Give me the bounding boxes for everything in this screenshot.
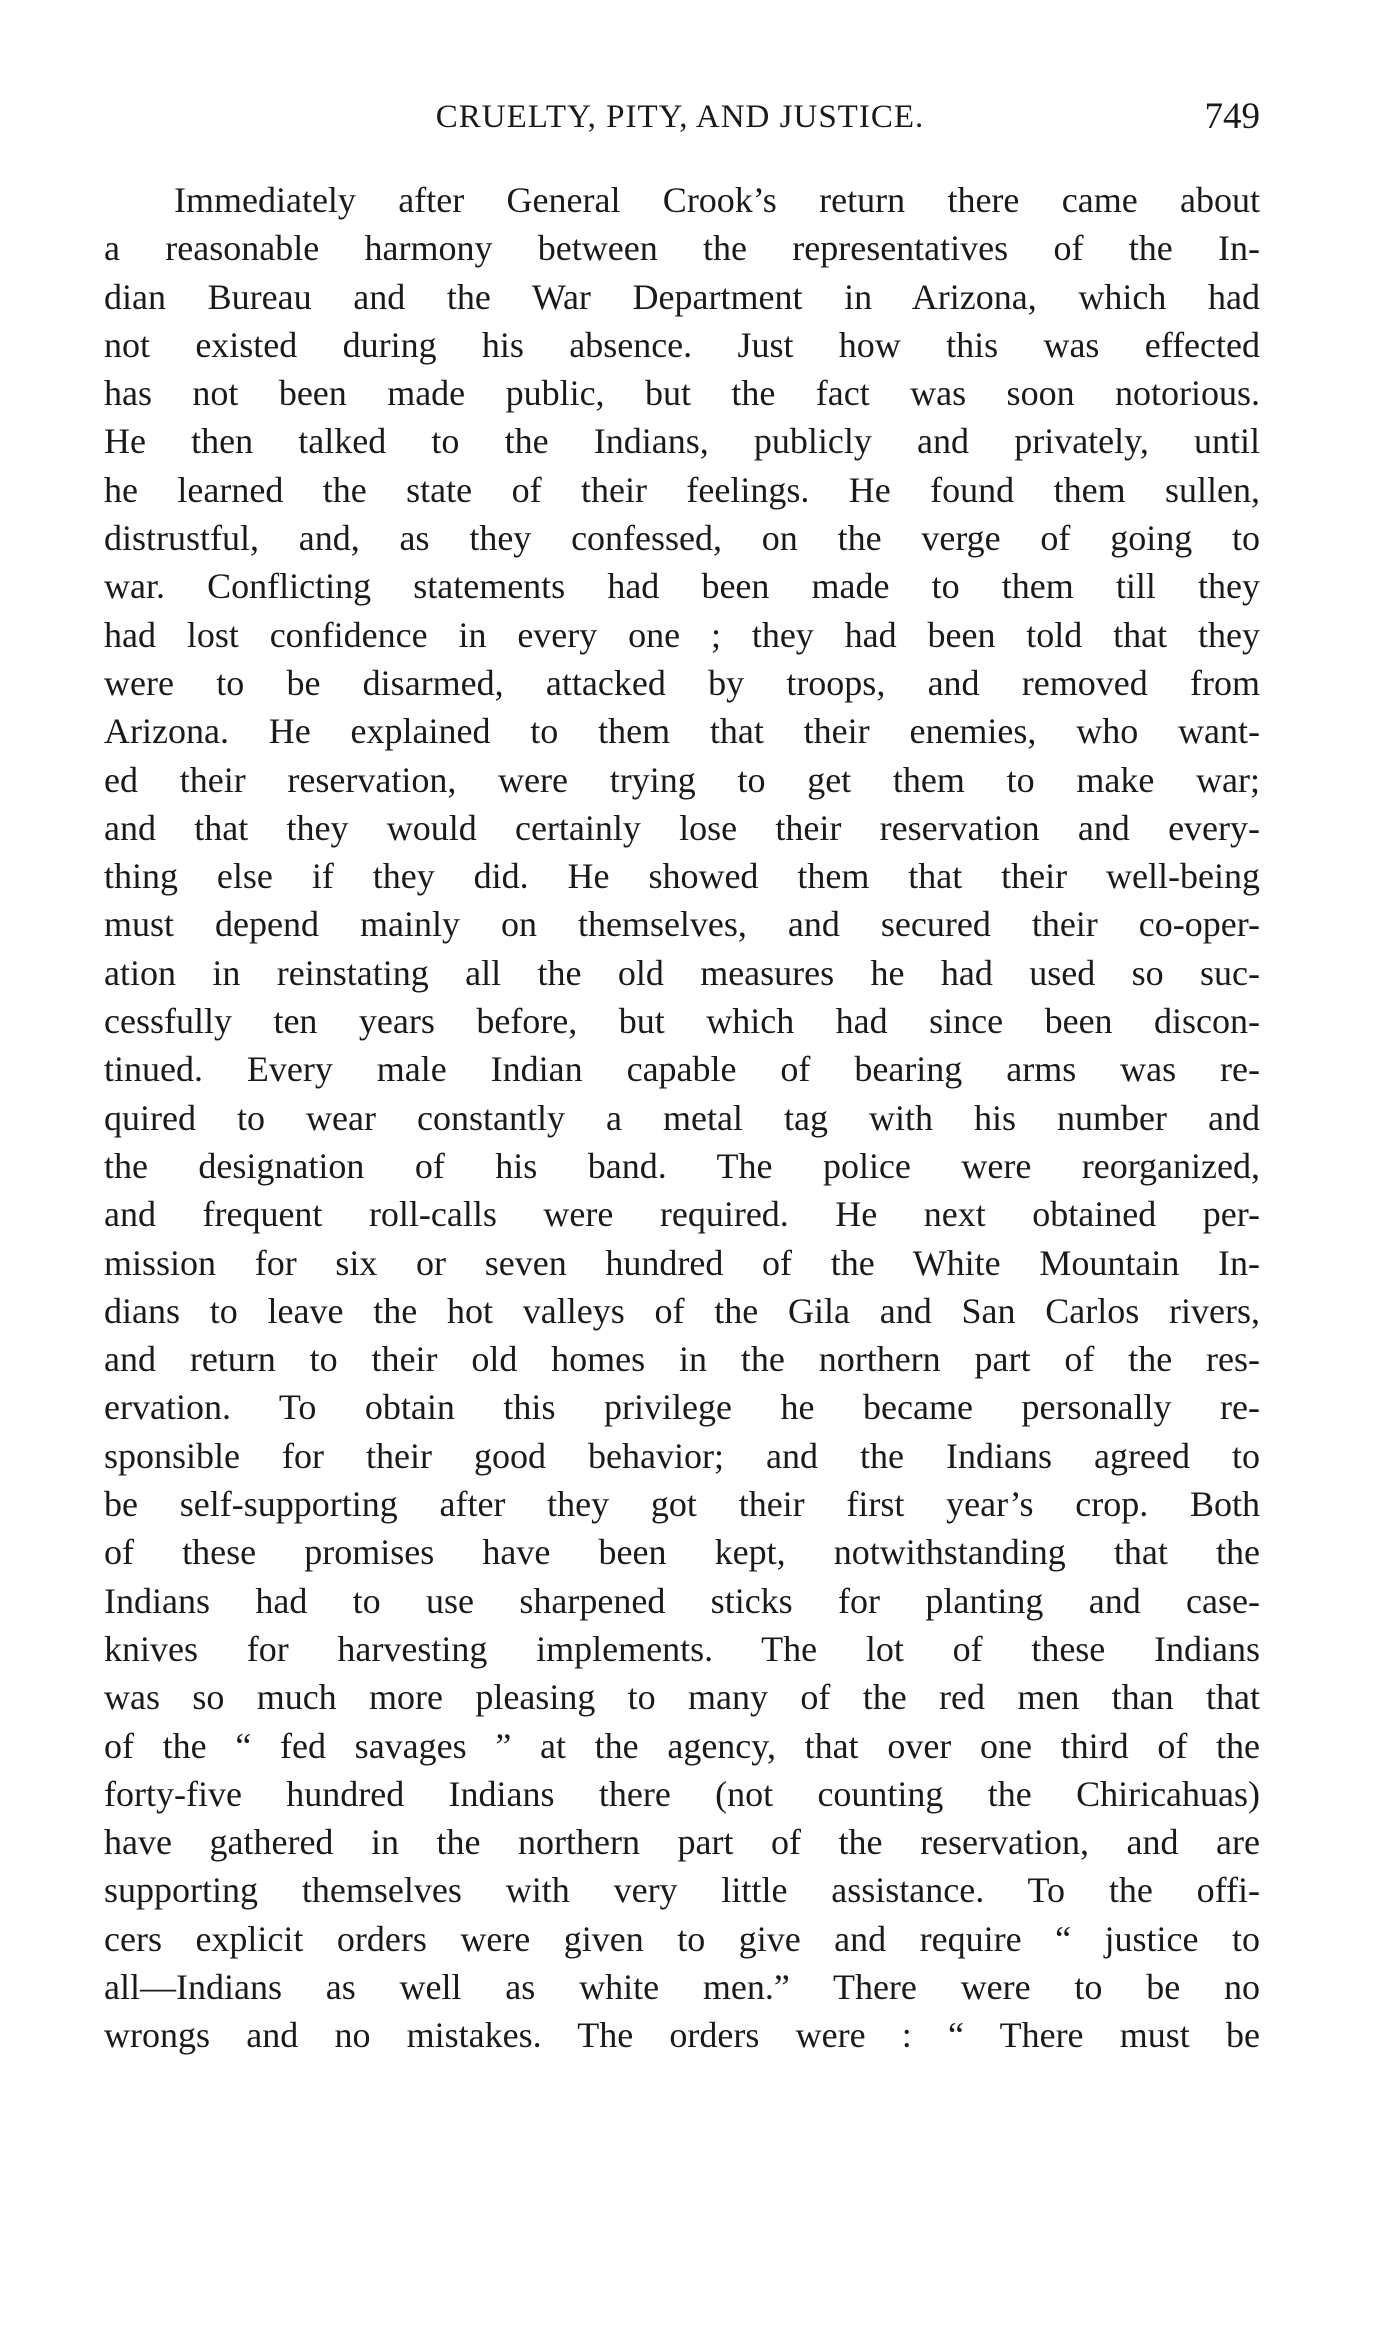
text-line: be self-supporting after they got their first year’s crop. Both — [104, 1484, 1260, 1525]
text-line: have gathered in the northern part of the reservation, and are — [104, 1822, 1260, 1863]
text-line: was so much more pleasing to many of the red men than that — [104, 1677, 1260, 1718]
text-line: forty-five hundred Indians there (not counting the Chiricahuas) — [104, 1773, 1260, 1814]
text-line: and that they would certainly lose their reservation and every- — [104, 807, 1260, 848]
text-line: a reasonable harmony between the representatives of the In- — [104, 228, 1260, 269]
text-line: of the “ fed savages ” at the agency, that over one third of the — [104, 1725, 1260, 1766]
text-line: cers explicit orders were given to give and require “ justice to — [104, 1918, 1260, 1959]
text-line: thing else if they did. He showed them that their well-being — [104, 856, 1260, 897]
text-line: were to be disarmed, attacked by troops, and removed from — [104, 662, 1260, 703]
text-line: ation in reinstating all the old measures he had used so suc- — [104, 952, 1260, 993]
text-line: distrustful, and, as they confessed, on the verge of going to — [104, 518, 1260, 559]
text-line: quired to wear constantly a metal tag with his number and — [104, 1097, 1260, 1138]
text-line: has not been made public, but the fact was soon notorious. — [104, 373, 1260, 414]
text-line: not existed during his absence. Just how this was effected — [104, 324, 1260, 365]
text-line: tinued. Every male Indian capable of bearing arms was re- — [104, 1049, 1260, 1090]
text-line: ed their reservation, were trying to get them to make war; — [104, 759, 1260, 800]
text-line: dian Bureau and the War Department in Arizona, which had — [104, 276, 1260, 317]
text-line: dians to leave the hot valleys of the Gila and San Carlos rivers, — [104, 1290, 1260, 1331]
text-line: wrongs and no mistakes. The orders were : “ There must be — [104, 2015, 1260, 2056]
text-line: ervation. To obtain this privilege he became personally re- — [104, 1387, 1260, 1428]
text-line: all—Indians as well as white men.” There were to be no — [104, 1966, 1260, 2007]
text-line: he learned the state of their feelings. He found them sullen, — [104, 469, 1260, 510]
text-line: and frequent roll-calls were required. He next obtained per- — [104, 1194, 1260, 1235]
text-line: Immediately after General Crook’s return there came about — [174, 180, 1260, 220]
running-title: CRUELTY, PITY, AND JUSTICE. — [435, 99, 925, 135]
text-line: and return to their old homes in the northern part of the res- — [104, 1339, 1260, 1380]
text-line: of these promises have been kept, notwithstanding that the — [104, 1532, 1260, 1573]
text-line: knives for harvesting implements. The lot of these Indians — [104, 1628, 1260, 1669]
page-number: 749 — [1204, 96, 1260, 137]
text-line: He then talked to the Indians, publicly and privately, until — [104, 421, 1260, 462]
text-line: Indians had to use sharpened sticks for planting and case- — [104, 1580, 1260, 1621]
running-head — [100, 92, 1260, 152]
text-line: supporting themselves with very little assistance. To the offi- — [104, 1870, 1260, 1911]
text-line: the designation of his band. The police were reorganized, — [104, 1145, 1260, 1186]
text-line: cessfully ten years before, but which had since been discon- — [104, 1001, 1260, 1042]
text-line: must depend mainly on themselves, and secured their co-oper- — [104, 904, 1260, 945]
text-line: had lost confidence in every one ; they had been told that they — [104, 614, 1260, 655]
text-line: sponsible for their good behavior; and the Indians agreed to — [104, 1435, 1260, 1476]
text-line: Arizona. He explained to them that their enemies, who want- — [104, 711, 1260, 752]
body-paragraph — [104, 176, 1260, 2060]
text-line: mission for six or seven hundred of the White Mountain In- — [104, 1242, 1260, 1283]
text-line: war. Conflicting statements had been made to them till they — [104, 566, 1260, 607]
